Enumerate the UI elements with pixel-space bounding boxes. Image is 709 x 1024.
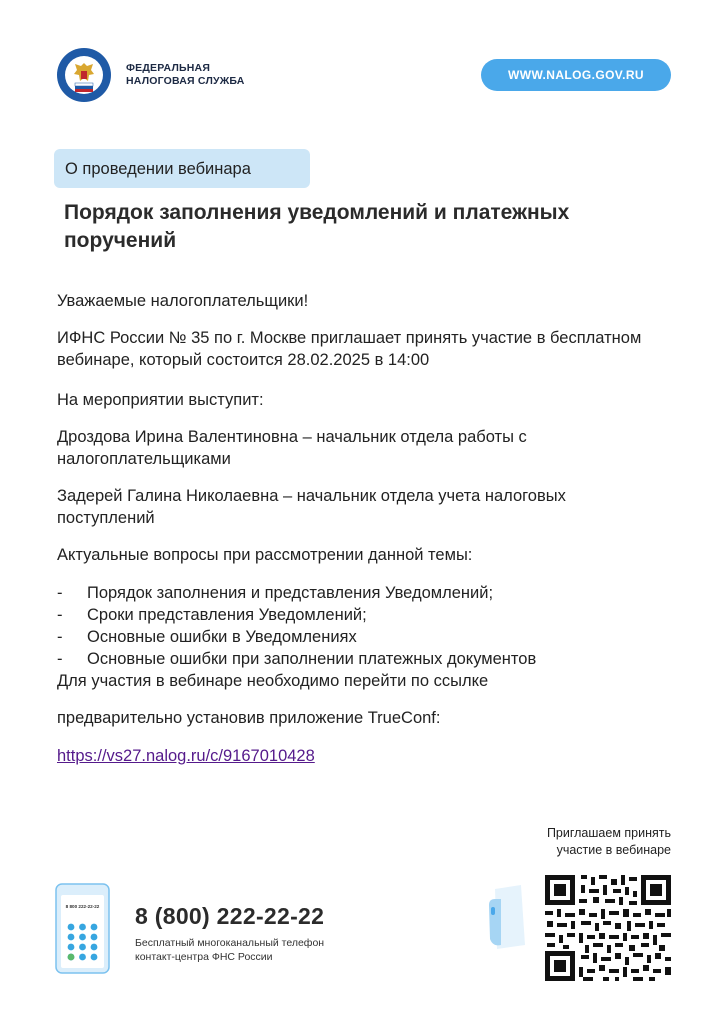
qr-caption — [471, 825, 671, 859]
list-item — [57, 582, 677, 604]
list-item — [57, 626, 677, 648]
speaker-1: Дроздова Ирина Валентиновна – начальник отдела работы с налогоплательщиками — [57, 428, 527, 468]
qr-caption-line1: Приглашаем принять — [546, 826, 671, 840]
hotline-description-line2: контакт-центра ФНС России — [135, 951, 273, 963]
hotline-description-line1: Бесплатный многоканальный телефон — [135, 937, 325, 949]
app-instructions: предварительно установив приложение TrueConf: — [57, 709, 441, 727]
qr-caption-line2: участие в вебинаре — [556, 843, 671, 857]
phone-icon — [55, 883, 110, 974]
hotline-description — [135, 936, 324, 964]
qr-code-icon[interactable] — [543, 873, 673, 983]
invite-text: ИФНС России № 35 по г. Москве приглашает принять участие в бесплатном вебинаре, который состоится 28.02.2025 в 14:00 — [57, 329, 642, 369]
topics-list — [57, 582, 677, 670]
site-link-button[interactable]: WWW.NALOG.GOV.RU — [481, 59, 671, 91]
list-marker: - — [57, 606, 63, 624]
agency-name-line1: ФЕДЕРАЛЬНАЯ — [126, 62, 211, 74]
list-marker: - — [57, 650, 63, 668]
list-marker: - — [57, 628, 63, 646]
phone-screen-number: 8 800 222-22-22 — [65, 904, 100, 909]
topics-intro: Актуальные вопросы при рассмотрении данной темы: — [57, 546, 473, 564]
agency-name — [126, 62, 245, 88]
join-instructions: Для участия в вебинаре необходимо перейти по ссылке — [57, 672, 489, 690]
fns-emblem-icon — [56, 47, 112, 103]
list-item-text: Основные ошибки при заполнении платежных документов — [87, 650, 537, 668]
list-marker: - — [57, 584, 63, 602]
hotline-number: 8 (800) 222-22-22 — [135, 903, 325, 929]
list-item — [57, 604, 677, 626]
speakers-intro: На мероприятии выступит: — [57, 391, 264, 409]
hand-phone-icon — [487, 885, 527, 951]
list-item-text: Основные ошибки в Уведомлениях — [87, 628, 357, 646]
section-tag: О проведении вебинара — [54, 149, 310, 188]
list-item-text: Сроки представления Уведомлений; — [87, 606, 367, 624]
list-item-text: Порядок заполнения и представления Уведомлений; — [87, 584, 494, 602]
page-title: Порядок заполнения уведомлений и платежных поручений — [64, 201, 570, 252]
list-item — [57, 648, 677, 670]
webinar-link[interactable]: https://vs27.nalog.ru/c/9167010428 — [57, 747, 315, 765]
agency-name-line2: НАЛОГОВАЯ СЛУЖБА — [126, 75, 245, 87]
speaker-2: Задерей Галина Николаевна – начальник отдела учета налоговых поступлений — [57, 487, 566, 527]
greeting-text: Уважаемые налогоплательщики! — [57, 292, 309, 310]
